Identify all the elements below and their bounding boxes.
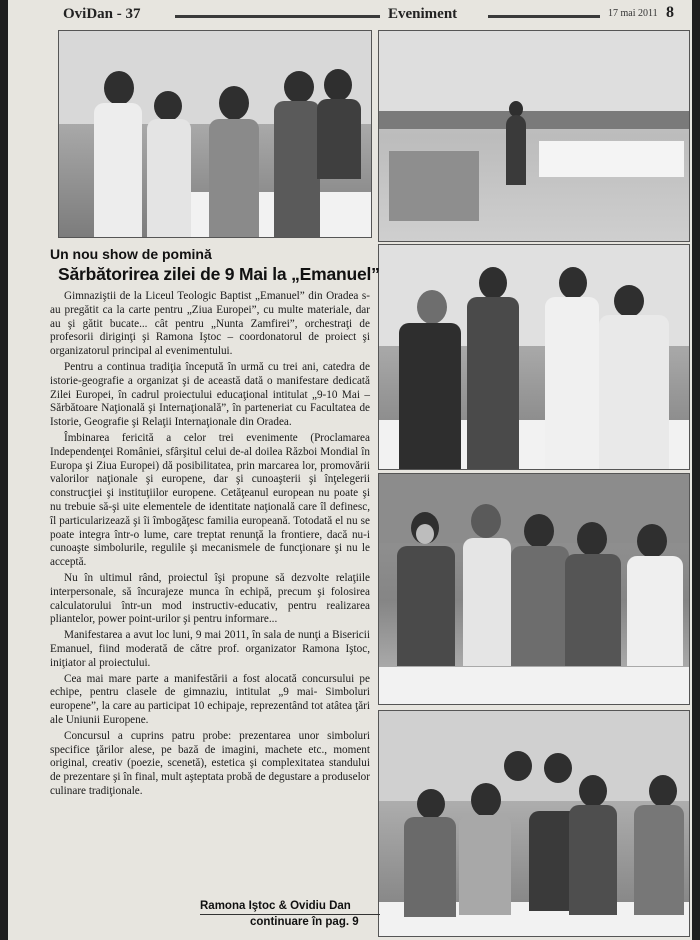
publication-name: OviDan - 37 — [63, 6, 141, 22]
page-header — [63, 6, 683, 26]
photo-students-group — [58, 30, 372, 238]
photo-students-with-food — [378, 473, 690, 705]
paragraph: Îmbinarea fericită a celor trei evenimente (Proclamarea Independenţei României, sfârşitul celui de-al doilea Război Mondial în Europa şi Ziua Europei) dă posibilitatea, prin marcarea lor, promovării valorilor naţionale şi europene, dar şi cunoaşterii şi înţelegerii construcţiei şi instituţiilor europene. Cetăţeanul european nu poate şi nu trebuie să-şi uite elementele de identitate naţională care îl definesc, îl particularizează şi îi îmbogăţesc familia europeană. Totodată el nu se poate integra într-o lume, care treptat renunţă la frontiere, dacă nu-i cunoaşte simbolurile, regulile şi mecanismele de funcţionare şi nu le acceptă. — [50, 431, 370, 569]
photo-children-group — [378, 710, 690, 937]
article-headline: Sărbătorirea zilei de 9 Mai la „Emanuel” — [58, 264, 380, 284]
article-body — [50, 290, 370, 801]
header-rule-left — [175, 15, 380, 18]
page-number: 8 — [666, 4, 674, 21]
continuation-link[interactable]: continuare în pag. 9 — [250, 916, 359, 928]
photo-event-hall — [378, 30, 690, 242]
paragraph: Manifestarea a avut loc luni, 9 mai 2011, în sala de nunţi a Bisericii Emanuel, fiind moderată de către prof. organizator Ramona Iştoc, iniţiator al proiectului. — [50, 629, 370, 669]
article-authors: Ramona Iştoc & Ovidiu Dan — [200, 900, 351, 912]
section-name: Eveniment — [388, 6, 458, 22]
header-rule-right — [488, 15, 600, 18]
article-kicker: Un nou show de pomină — [50, 246, 212, 262]
paragraph: Cea mai mare parte a manifestării a fost alocată concursului pe echipe, pentru clasele de gimnaziu, intitulat „9 mai- Simboluri europene”, la care au participat 10 echipaje, reprezentând tot atâtea ţări ale Uniunii Europene. — [50, 672, 370, 726]
issue-date: 17 mai 2011 — [608, 8, 658, 19]
paragraph: Pentru a continua tradiţia începută în urmă cu trei ani, catedra de istorie-geografie a organizat şi de această dată o manifestare dedicată Zilei Europei, în cadrul proiectului educaţional intitulat „9-10 Mai – Sărbătoare Naţională şi Internaţională”, în parteneriat cu Facultatea de Istorie, Geografie şi Relaţii Internaţionale din Oradea. — [50, 360, 370, 429]
continuation-rule — [200, 914, 380, 915]
newspaper-page — [8, 0, 692, 940]
photo-wedding-skit — [378, 244, 690, 470]
paragraph: Nu în ultimul rând, proiectul îşi propune să dezvolte relaţiile interpersonale, să încurajeze munca în echipă, precum şi folosirea calculatorului într-un mod instructiv-educativ, pentru realizarea pliantelor, power point-urilor şi pentru informare... — [50, 571, 370, 626]
paragraph: Concursul a cuprins patru probe: prezentarea unor simboluri specifice ţărilor alese, pe bază de imagini, machete etc., moment original, creativ (poezie, scenetă), estetica şi complexitatea standului de prezentare şi în final, mult aşteptata probă de degustare a produselor culinare tradiţionale. — [50, 729, 370, 797]
paragraph: Gimnaziştii de la Liceul Teologic Baptist „Emanuel” din Oradea s-au pregătit ca la carte pentru „Ziua Europei”, cu multe materiale, dar au şi gătit bucate... cât pentru „Nunta Zamfirei”, orchestraţi de profesorii diriginţi şi Ramona Iştoc – coordonatorul de proiect şi organizatorul principal al evenimentului. — [50, 290, 370, 358]
